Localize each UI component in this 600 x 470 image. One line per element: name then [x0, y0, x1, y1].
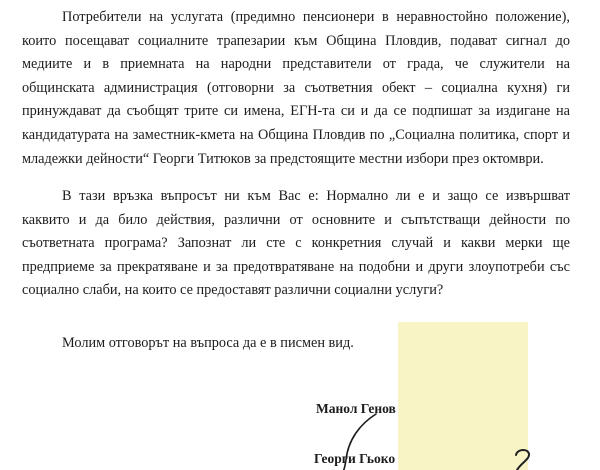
paragraph-2-line: съответната програма? Запознат ли сте с конкретния случай и какви мерки ще — [22, 235, 570, 252]
paragraph-1-line: принуждават да съобщят трите си имена, ЕГН-та си и да се подпишат за издигане на — [22, 103, 570, 120]
signatory-name: Манол Генов — [316, 401, 396, 416]
redaction-highlight — [398, 322, 528, 470]
paragraph-1-line: медиите и в приемната на народни представители от града, че служители на — [22, 56, 570, 73]
paragraph-2-line: В тази връзка въпросът ни към Вас е: Нормално ли е и защо се извършват — [62, 188, 570, 204]
paragraph-2-line: каквито и да било действия, различни от основните и съпътстващи дейности по — [22, 211, 570, 228]
paragraph-2 — [22, 185, 570, 303]
paragraph-1-line: кандидатурата на заместник-кмета на Община Пловдив по „Социална политика, спорт и — [22, 126, 570, 143]
paragraph-1-line: Потребители на услугата (предимно пенсионери в неравностойно положение), — [62, 9, 570, 25]
paragraph-1 — [22, 6, 570, 171]
closing-line: Молим отговорът на въпроса да е в писмен вид. — [62, 335, 354, 351]
handwritten-page-mark — [513, 446, 535, 470]
paragraph-2-line: социално слаби, на които се предоставят различни социални услуги? — [22, 282, 444, 299]
paragraph-2-line: предприеме за прекратяване и за предотвратяване на подобни и други злоупотреби със — [22, 258, 570, 275]
paragraph-1-line: които посещават социалните трапезарии към Община Пловдив, подават сигнал до — [22, 32, 570, 49]
paragraph-1-line: младежки дейности“ Георги Титюков за предстоящите местни избори през октомври. — [22, 150, 544, 167]
paragraph-1-line: общинската администрация (отговорни за съответния обект – социална кухня) ги — [22, 79, 570, 96]
signatory-name: Георги Гьоко — [314, 451, 396, 466]
